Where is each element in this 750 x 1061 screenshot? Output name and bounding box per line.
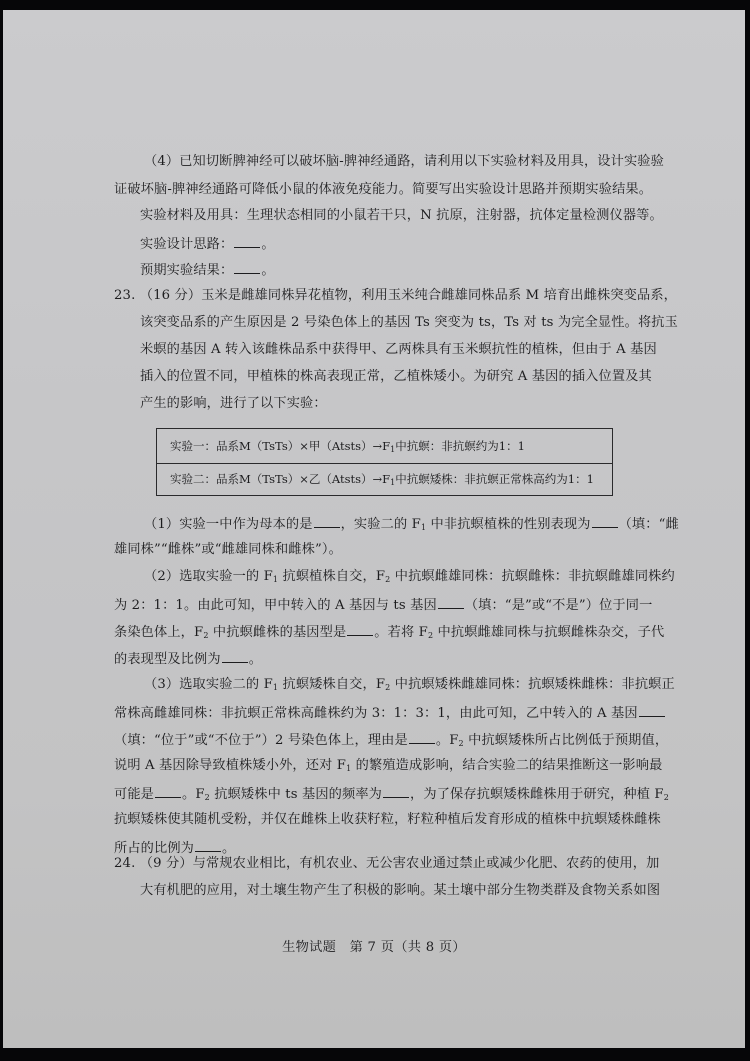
answer-blank[interactable] xyxy=(314,514,340,528)
subscript: 2 xyxy=(204,793,210,802)
q23-line4: 插入的位置不同，甲植株的株高表现正常，乙植株矮小。为研究 A 基因的插入位置及其 xyxy=(140,369,652,384)
text: ，为了保存抗螟矮株雌株用于研究，种植 F xyxy=(410,787,664,802)
text: （1）实验一中作为母本的是 xyxy=(144,517,313,532)
q22-materials: 实验材料及用具：生理状态相同的小鼠若干只，N 抗原，注射器，抗体定量检测仪器等。 xyxy=(140,208,663,223)
text: 常株高雌雄同株：非抗螟正常株高雌株约为 3：1：3：1，由此可知，乙中转入的 A 基因 xyxy=(114,706,638,721)
page-footer: 生物试题 第 7 页（共 8 页） xyxy=(282,940,466,955)
text: （2）选取实验一的 F xyxy=(144,569,273,584)
experiment-row-2 xyxy=(157,462,612,496)
q23-part3-line5 xyxy=(114,784,669,804)
q23-part3-line3 xyxy=(114,730,668,750)
result-label: 预期实验结果： xyxy=(140,263,234,278)
text: 。若将 F xyxy=(374,625,428,640)
exp1-sub: 1 xyxy=(390,445,396,454)
q23-part1-line1 xyxy=(144,514,679,534)
q23-part2-line3 xyxy=(114,622,664,642)
text: 中抗螟雌雄同株：抗螟雌株：非抗螟雌雄同株约 xyxy=(390,569,675,584)
answer-blank[interactable] xyxy=(592,514,618,528)
answer-blank[interactable] xyxy=(234,260,260,274)
q22-design-line xyxy=(140,234,275,254)
text: 。F xyxy=(435,733,459,748)
q24-line1: 24. （9 分）与常规农业相比，有机农业、无公害农业通过禁止或减少化肥、农药的使用，加 xyxy=(114,856,660,871)
q23-line3: 米螟的基因 A 转入该雌株品系中获得甲、乙两株具有玉米螟抗性的植株，但由于 A 基因 xyxy=(140,342,657,357)
text: 中抗螟雌雄同株与抗螟雌株杂交，子代 xyxy=(433,625,665,640)
text: 所占的比例为 xyxy=(114,841,195,856)
text: 。 xyxy=(248,652,263,667)
text: 中非抗螟植株的性别表现为 xyxy=(426,517,591,532)
answer-blank[interactable] xyxy=(438,595,464,609)
q23-part1-line2: 雄同株”“雌株”或“雌雄同株和雌株”）。 xyxy=(114,542,342,557)
q23-line1: 23. （16 分）玉米是雌雄同株异花植物，利用玉米纯合雌雄同株品系 M 培育出雌株突变品系， xyxy=(114,288,678,303)
q22-result-line xyxy=(140,260,275,280)
q23-part2-line2 xyxy=(114,595,652,615)
exp1-suffix: 中抗螟：非抗螟约为1：1 xyxy=(395,439,525,453)
text: 的繁殖造成影响，结合实验二的结果推断这一影响最 xyxy=(351,758,663,773)
text: 抗螟矮株中 ts 基因的频率为 xyxy=(209,787,383,802)
subscript: 1 xyxy=(272,683,279,692)
subscript: 2 xyxy=(203,631,209,640)
text: 的表现型及比例为 xyxy=(114,652,221,667)
subscript: 2 xyxy=(427,631,434,640)
q23-part3-line2 xyxy=(114,703,666,723)
q23-part2-line1 xyxy=(144,568,675,586)
subscript: 2 xyxy=(385,683,391,692)
text: 条染色体上，F xyxy=(114,625,204,640)
subscript: 1 xyxy=(420,523,427,532)
answer-blank[interactable] xyxy=(639,703,665,717)
subscript: 1 xyxy=(346,764,352,773)
text: （3）选取实验二的 F xyxy=(144,677,273,692)
q23-part3-line1 xyxy=(144,676,675,694)
text: 可能是 xyxy=(114,787,155,802)
q22-part4-line1: （4）已知切断脾神经可以破坏脑-脾神经通路，请利用以下实验材料及用具，设计实验验 xyxy=(144,154,664,169)
answer-blank[interactable] xyxy=(383,784,409,798)
text: 抗螟植株自交，F xyxy=(278,569,386,584)
subscript: 2 xyxy=(458,739,464,748)
exam-page xyxy=(3,10,745,1048)
answer-blank[interactable] xyxy=(347,622,373,636)
subscript: 1 xyxy=(272,575,279,584)
period: 。 xyxy=(261,263,275,278)
design-label: 实验设计思路： xyxy=(140,237,234,252)
text: （填：“雌 xyxy=(618,517,679,532)
q23-part2-line4 xyxy=(114,649,262,669)
exp1-prefix: 实验一：品系M（TsTs）×甲（Atsts）→F xyxy=(170,439,391,453)
text: （填：“位于”或“不位于”）2 号染色体上，理由是 xyxy=(114,733,408,748)
text: 中抗螟矮株所占比例低于预期值， xyxy=(463,733,669,748)
text: 。 xyxy=(222,841,236,856)
q23-part3-line4 xyxy=(114,757,662,775)
text: 中抗螟矮株雌雄同株：抗螟矮株雌株：非抗螟正 xyxy=(390,677,675,692)
experiment-table xyxy=(156,428,613,496)
q24-line2: 大有机肥的应用，对土壤生物产生了积极的影响。某土壤中部分生物类群及食物关系如图 xyxy=(140,883,661,898)
answer-blank[interactable] xyxy=(222,649,248,663)
period: 。 xyxy=(261,237,275,252)
experiment-row-1 xyxy=(157,429,612,464)
text: ，实验二的 F xyxy=(340,517,421,532)
exp2-suffix: 中抗螟矮株：非抗螟正常株高约为1：1 xyxy=(395,472,594,486)
text: 。F xyxy=(182,787,205,802)
exp2-sub: 1 xyxy=(390,478,396,487)
subscript: 2 xyxy=(385,575,391,584)
text: 说明 A 基因除导致植株矮小外，还对 F xyxy=(114,758,347,773)
exp2-prefix: 实验二：品系M（TsTs）×乙（Atsts）→F xyxy=(170,472,391,486)
q23-part3-line6: 抗螟矮株使其随机受粉，并仅在雌株上收获籽粒，籽粒种植后发育形成的植株中抗螟矮株雌株 xyxy=(114,812,661,827)
q22-part4-line2: 证破坏脑-脾神经通路可降低小鼠的体液免疫能力。简要写出实验设计思路并预期实验结果。 xyxy=(114,182,653,197)
subscript: 2 xyxy=(663,793,669,802)
answer-blank[interactable] xyxy=(155,784,181,798)
answer-blank[interactable] xyxy=(195,838,221,852)
text: 抗螟矮株自交，F xyxy=(278,677,386,692)
answer-blank[interactable] xyxy=(409,730,435,744)
q23-line2: 该突变品系的产生原因是 2 号染色体上的基因 Ts 突变为 ts，Ts 对 ts 为完全显性。将抗玉 xyxy=(140,315,678,330)
text: （填：“是”或“不是”）位于同一 xyxy=(464,598,653,613)
text: 为 2：1：1。由此可知，甲中转入的 A 基因与 ts 基因 xyxy=(114,598,437,613)
text: 中抗螟雌株的基因型是 xyxy=(208,625,347,640)
answer-blank[interactable] xyxy=(234,234,260,248)
q23-line5: 产生的影响，进行了以下实验： xyxy=(140,396,327,411)
